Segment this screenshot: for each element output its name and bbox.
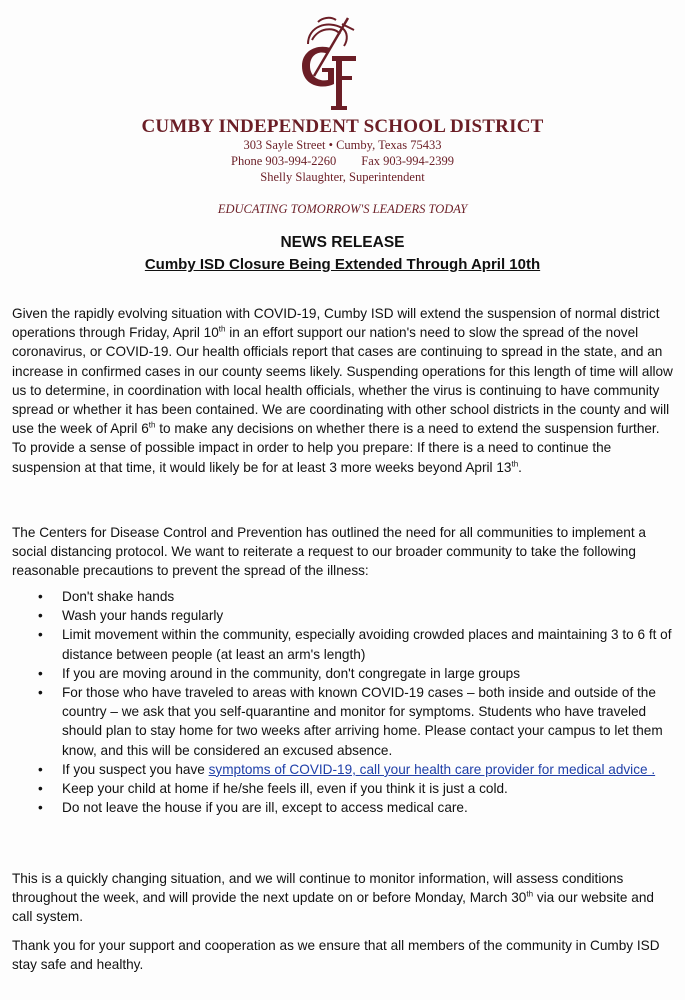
district-phone-fax: Phone 903-994-2260 Fax 903-994-2399 [231, 154, 454, 168]
bullet-marker: • [38, 761, 43, 777]
list-item: • Limit movement within the community, especially avoiding crowded places and maintaining 3 to 6 ft of distance between people (at least an arm's length) [38, 627, 672, 662]
spartan-helmet-sword-logo-icon [288, 14, 368, 114]
paragraph-closure-extension: Given the rapidly evolving situation with COVID-19, Cumby ISD will extend the suspension of normal district operations through Friday, April 10th in an effort support our nation's need to slow the spread of the novel coronavirus, or COVID-19. Our health officials report that cases are continuing to spread in the state, and an increase in confirmed cases in our county seems likely. Suspending operations for this length of time will allow us to determine, in coordination with local health officials, whether the virus is continuing to have community spread or whether it has been contained. We are coordinating with other school districts in the county and will use the week of April 6th to make any decisions on whether there is a need to extend the suspension further. To provide a sense of possible impact in order to help you prepare: If there is a need to continue the suspension at that time, it would likely be for at least 3 more weeks beyond April 13th. [12, 306, 673, 475]
list-item: • Wash your hands regularly [12, 606, 674, 625]
bullet-marker: • [38, 685, 43, 701]
bullet-marker: • [38, 781, 43, 797]
symptoms-health-care-link[interactable]: symptoms of COVID-19, call your health care provider for medical advice . [208, 761, 656, 777]
list-item: • Do not leave the house if you are ill, except to access medical care. [12, 798, 674, 817]
list-item: • Keep your child at home if he/she feels ill, even if you think it is just a cold. [12, 779, 674, 798]
paragraph-cdc-guidance: The Centers for Disease Control and Prevention has outlined the need for all communities to implement a social distancing protocol. We want to reiterate a request to our broader community to take the following reasonable precautions to prevent the spread of the illness: [12, 525, 646, 579]
district-name: CUMBY INDEPENDENT SCHOOL DISTRICT [141, 116, 544, 137]
superintendent-name: Shelly Slaughter, Superintendent [260, 170, 425, 184]
bullet-marker: • [38, 608, 43, 624]
list-item: • For those who have traveled to areas with known COVID-19 cases – both inside and outside of the country – we ask that you self-quarantine and monitor for symptoms. Students who have traveled should plan to stay home for two weeks after arriving home. Please contact your campus to let them know, and this will be considered an excused absence. [38, 685, 663, 758]
list-item: • Don't shake hands [12, 587, 674, 606]
district-motto: EDUCATING TOMORROW'S LEADERS TODAY [217, 202, 468, 216]
news-release-label: NEWS RELEASE [280, 234, 405, 251]
news-release-title: Cumby ISD Closure Being Extended Through April 10th [144, 256, 541, 273]
list-item: • If you are moving around in the community, don't congregate in large groups [12, 664, 674, 683]
paragraph-next-update: This is a quickly changing situation, and we will continue to monitor information, will assess conditions throughout the week, and will provide the next update on or before Monday, March 30th via our website and call system. [12, 871, 654, 925]
bullet-marker: • [38, 665, 43, 681]
list-item-symptoms: • If you suspect you have symptoms of COVID-19, call your health care provider for medical advice . [12, 760, 674, 779]
precautions-list [12, 587, 674, 817]
bullet-marker: • [38, 589, 43, 604]
district-address: 303 Sayle Street • Cumby, Texas 75433 [243, 138, 442, 152]
paragraph-thank-you: Thank you for your support and cooperation as we ensure that all members of the community in Cumby ISD stay safe and healthy. [12, 938, 660, 973]
bullet-marker: • [38, 800, 43, 816]
bullet-marker: • [38, 627, 43, 643]
